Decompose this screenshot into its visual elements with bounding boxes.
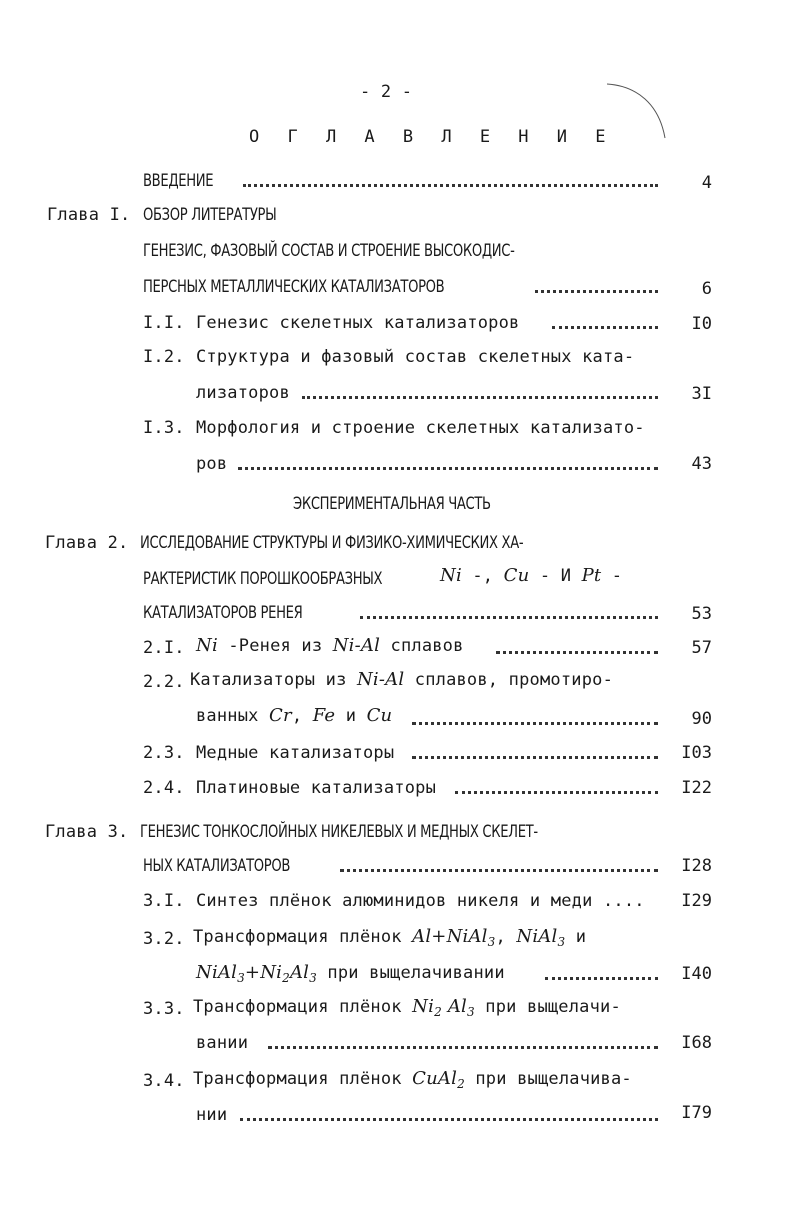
section-number: 3.2.: [143, 929, 185, 949]
section-page: I03: [681, 743, 712, 763]
chapter1-subtitle-line2: ПЕРСНЫХ МЕТАЛЛИЧЕСКИХ КАТАЛИЗАТОРОВ: [143, 277, 445, 297]
section-title-line1: [193, 998, 621, 1018]
section-title-line2: ров: [196, 454, 228, 474]
section-number: 2.I.: [143, 638, 185, 658]
separator: ,: [291, 706, 303, 726]
section-title: Генезис скелетных катализаторов: [196, 313, 520, 333]
formula-text: Al: [289, 962, 310, 983]
formula-ni: Ni: [196, 635, 218, 656]
section-text: при выщелачивании: [327, 963, 505, 983]
formula-nial3-ni2al3: [196, 962, 317, 983]
dot-leader: [535, 286, 658, 293]
section-title-line2: [196, 707, 392, 725]
conjunction: и: [345, 706, 357, 726]
section-text: Катализаторы из: [190, 670, 357, 690]
section-title: Медные катализаторы: [196, 743, 395, 763]
conjunction: и: [575, 927, 587, 947]
section-number: 2.4.: [143, 778, 185, 798]
section-page: 3I: [691, 384, 712, 404]
subscript: 3: [466, 1005, 475, 1019]
toc-title: О Г Л А В Л Е Н И Е: [249, 127, 615, 147]
intro-label: ВВЕДЕНИЕ: [143, 171, 214, 191]
section-text: при выщелачива-: [475, 1069, 632, 1089]
section-number: 3.4.: [143, 1071, 185, 1091]
formula-al-nial3: [412, 926, 495, 947]
section-page: I68: [681, 1033, 712, 1053]
formula-cr: Cr: [269, 705, 292, 726]
section-text: -Ренея из: [217, 636, 333, 656]
formula-text: Al: [447, 996, 467, 1017]
subscript: 2: [457, 1077, 465, 1091]
section-page: I79: [681, 1103, 712, 1123]
formula-ni: Ni: [440, 565, 462, 586]
page-number: - 2 -: [360, 82, 413, 102]
section-title-line2: вании: [196, 1033, 249, 1053]
formula-fe: Fe: [312, 705, 336, 726]
dot-leader: [340, 865, 658, 872]
chapter3-page: I28: [681, 856, 712, 876]
chapter2-title-line3: КАТАЛИЗАТОРОВ РЕНЕЯ: [143, 603, 303, 623]
section-title: Платиновые катализаторы: [196, 778, 437, 798]
dot-leader: [243, 180, 658, 187]
section-text: при выщелачи-: [485, 997, 621, 1017]
dot-leader: [302, 392, 658, 399]
formula-nial: Ni-Al: [332, 635, 381, 656]
section-text: Трансформация плёнок: [193, 927, 402, 947]
section-page: 90: [691, 709, 712, 729]
section-page: I29: [681, 891, 712, 911]
formula-text: +Ni: [244, 962, 283, 983]
subscript: 3: [309, 971, 317, 985]
dot-leader: [552, 322, 658, 329]
section-number: 2.2.: [143, 672, 185, 692]
section-text: сплавов, промотиро-: [404, 670, 614, 690]
dot-leader: [238, 463, 658, 470]
subscript: 2: [282, 971, 290, 985]
dot-leader: [455, 787, 658, 794]
section-number: I.3.: [143, 418, 185, 438]
chapter3-prefix: Глава 3.: [45, 822, 129, 842]
chapter2-metals: [440, 567, 622, 585]
dot-leader: [545, 973, 658, 980]
formula-cu: Cu: [366, 705, 393, 726]
formula-nial: Ni-Al: [356, 669, 405, 690]
formula-pt: Pt: [581, 565, 602, 586]
section-title-line2: лизаторов: [196, 383, 290, 403]
formula-ni2al3: [412, 996, 475, 1017]
subscript: 3: [487, 935, 496, 949]
chapter1-prefix: Глава I.: [47, 205, 131, 225]
chapter2-title-line2: [143, 571, 382, 588]
separator: -,: [461, 566, 494, 586]
section-page: I22: [681, 778, 712, 798]
section-title: Синтез плёнок алюминидов никеля и меди ....: [196, 891, 645, 911]
part-heading: ЭКСПЕРИМЕНТАЛЬНАЯ ЧАСТЬ: [293, 494, 491, 514]
section-title-line1: Трансформация плёнок Al+NiAl$_3$, NiAl$_3$ и: [193, 926, 587, 949]
page-corner-mark: [607, 82, 667, 142]
formula-nial3: [516, 926, 565, 947]
chapter2-page: 53: [691, 604, 712, 624]
section-text: ванных: [196, 706, 259, 726]
formula-cual2: [412, 1068, 465, 1089]
section-number: I.I.: [143, 313, 185, 333]
section-title-line1: Морфология и строение скелетных катализато-: [196, 418, 645, 438]
section-number: 3.I.: [143, 891, 185, 911]
formula-text: Al+NiAl: [412, 926, 488, 947]
section-title-line2: [196, 964, 505, 984]
formula-text: CuAl: [412, 1068, 458, 1089]
section-page: I0: [691, 314, 712, 334]
chapter3-title-line2: НЫХ КАТАЛИЗАТОРОВ: [143, 856, 291, 876]
section-number: 2.3.: [143, 743, 185, 763]
dot-leader: [360, 612, 658, 619]
intro-page: 4: [701, 173, 712, 193]
formula-cu: Cu: [503, 565, 530, 586]
formula-text: NiAl: [196, 962, 238, 983]
chapter1-page: 6: [701, 279, 712, 299]
subscript: 3: [557, 935, 566, 949]
subscript: 2: [434, 1005, 442, 1019]
section-text: Трансформация плёнок: [193, 997, 402, 1017]
section-number: I.2.: [143, 347, 185, 367]
dot-leader: [496, 647, 658, 654]
dot-leader: [240, 1114, 658, 1121]
section-title-line1: [190, 671, 613, 689]
section-number: 3.3.: [143, 999, 185, 1019]
section-title: [196, 637, 464, 655]
dot-leader: [412, 752, 658, 759]
section-text: Трансформация плёнок: [193, 1069, 402, 1089]
subscript: 3: [237, 971, 245, 985]
section-title-line1: Структура и фазовый состав скелетных ката-: [196, 347, 635, 367]
chapter1-title: ОБЗОР ЛИТЕРАТУРЫ: [143, 205, 277, 225]
section-title-line2: нии: [196, 1105, 228, 1125]
chapter3-title-line1: ГЕНЕЗИС ТОНКОСЛОЙНЫХ НИКЕЛЕВЫХ И МЕДНЫХ СКЕЛЕТ-: [140, 822, 538, 842]
chapter2-title-text: РАКТЕРИСТИК ПОРОШКООБРАЗНЫХ: [143, 569, 383, 589]
formula-text: NiAl: [516, 926, 558, 947]
separator: - И: [529, 566, 582, 586]
separator: -: [601, 566, 623, 586]
section-text: сплавов: [380, 636, 464, 656]
dot-leader: [412, 718, 658, 725]
section-title-line1: [193, 1070, 632, 1090]
formula-text: Ni: [412, 996, 435, 1017]
chapter2-title-line1: ИССЛЕДОВАНИЕ СТРУКТУРЫ И ФИЗИКО-ХИМИЧЕСКИХ ХА-: [140, 533, 524, 553]
section-page: 57: [691, 638, 712, 658]
section-page: 43: [691, 454, 712, 474]
section-page: I40: [681, 964, 712, 984]
chapter1-subtitle-line1: ГЕНЕЗИС, ФАЗОВЫЙ СОСТАВ И СТРОЕНИЕ ВЫСОКОДИС-: [143, 241, 515, 261]
dot-leader: [268, 1042, 658, 1049]
chapter2-prefix: Глава 2.: [45, 533, 129, 553]
